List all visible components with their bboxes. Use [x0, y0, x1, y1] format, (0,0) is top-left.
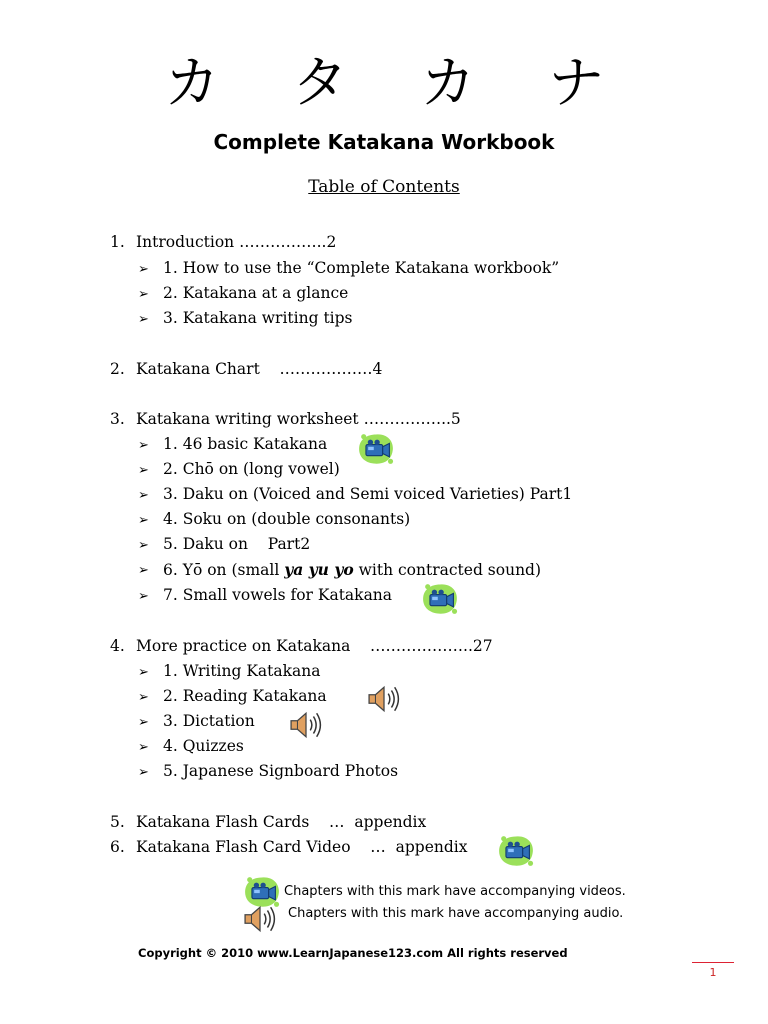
- kana-char: タ: [292, 51, 348, 116]
- arrow-bullet-icon: ➢: [138, 312, 149, 327]
- video-camera-icon: [357, 432, 395, 466]
- arrow-bullet-icon: ➢: [138, 589, 149, 604]
- item-text: 2. Chō on (long vowel): [163, 460, 340, 478]
- arrow-bullet-icon: ➢: [138, 287, 149, 302]
- item-text: 3. Dictation: [163, 712, 255, 730]
- section-title: More practice on Katakana: [136, 637, 351, 655]
- section-page: ………………..27: [370, 637, 493, 655]
- section-title: Introduction: [136, 233, 235, 251]
- item-text-emphasis: ya yu yo: [284, 560, 354, 579]
- page-number-rule: [692, 962, 734, 963]
- item-text: 1. How to use the “Complete Katakana workbook”: [163, 259, 560, 277]
- legend-video-text: Chapters with this mark have accompanying videos.: [284, 884, 626, 899]
- speaker-icon: [240, 903, 280, 935]
- section-number: 1.: [110, 233, 125, 251]
- section-title: Katakana Flash Card Video: [136, 838, 351, 856]
- arrow-bullet-icon: ➢: [138, 563, 149, 578]
- arrow-bullet-icon: ➢: [138, 690, 149, 705]
- section-page: ……………..5: [363, 410, 461, 428]
- section-page: … appendix: [370, 838, 468, 856]
- item-text: 5. Daku on Part2: [163, 535, 311, 553]
- video-camera-icon: [421, 582, 459, 616]
- section-title: Katakana writing worksheet: [136, 410, 359, 428]
- arrow-bullet-icon: ➢: [138, 463, 149, 478]
- item-text: 1. Writing Katakana: [163, 662, 321, 680]
- arrow-bullet-icon: ➢: [138, 665, 149, 680]
- section-title-line: [136, 360, 382, 378]
- item-text-after: with contracted sound): [353, 561, 542, 579]
- section-title-line: [136, 813, 426, 831]
- video-camera-icon: [497, 834, 535, 868]
- item-text: 4. Soku on (double consonants): [163, 510, 411, 528]
- section-number: 2.: [110, 360, 125, 378]
- copyright-notice: Copyright © 2010 www.LearnJapanese123.com All rights reserved: [138, 946, 568, 960]
- item-text: 1. 46 basic Katakana: [163, 435, 328, 453]
- section-number: 5.: [110, 813, 125, 831]
- kana-char: カ: [164, 51, 220, 116]
- section-number: 6.: [110, 838, 125, 856]
- legend-audio-text: Chapters with this mark have accompanying audio.: [288, 906, 624, 921]
- arrow-bullet-icon: ➢: [138, 765, 149, 780]
- item-text: 5. Japanese Signboard Photos: [163, 762, 399, 780]
- section-page: … appendix: [329, 813, 427, 831]
- toc-heading: Table of Contents: [308, 177, 460, 197]
- item-text: 3. Daku on (Voiced and Semi voiced Varieties) Part1: [163, 485, 573, 503]
- item-text: [163, 560, 541, 579]
- arrow-bullet-icon: ➢: [138, 715, 149, 730]
- arrow-bullet-icon: ➢: [138, 488, 149, 503]
- section-title-line: [136, 637, 493, 655]
- arrow-bullet-icon: ➢: [138, 438, 149, 453]
- section-title: Katakana Flash Cards: [136, 813, 310, 831]
- item-text: 2. Reading Katakana: [163, 687, 327, 705]
- katakana-title: [0, 52, 768, 116]
- section-number: 3.: [110, 410, 125, 428]
- page-number: 1: [709, 966, 717, 979]
- item-text: 3. Katakana writing tips: [163, 309, 353, 327]
- workbook-title: Complete Katakana Workbook: [213, 130, 555, 154]
- section-title-line: [136, 838, 468, 856]
- section-title-line: [136, 410, 461, 428]
- arrow-bullet-icon: ➢: [138, 513, 149, 528]
- arrow-bullet-icon: ➢: [138, 740, 149, 755]
- section-title: Katakana Chart: [136, 360, 260, 378]
- speaker-icon: [286, 709, 326, 741]
- section-page: ……………..2: [239, 233, 337, 251]
- section-title-line: [136, 233, 336, 251]
- item-text-before: 6. Yō on (small: [163, 561, 285, 579]
- section-number: 4.: [110, 637, 125, 655]
- item-text: 2. Katakana at a glance: [163, 284, 349, 302]
- item-text: 7. Small vowels for Katakana: [163, 586, 393, 604]
- item-text: 4. Quizzes: [163, 737, 244, 755]
- kana-char: ナ: [548, 51, 604, 116]
- speaker-icon: [364, 683, 404, 715]
- arrow-bullet-icon: ➢: [138, 538, 149, 553]
- kana-char: カ: [420, 51, 476, 116]
- arrow-bullet-icon: ➢: [138, 262, 149, 277]
- section-page: ………………4: [279, 360, 383, 378]
